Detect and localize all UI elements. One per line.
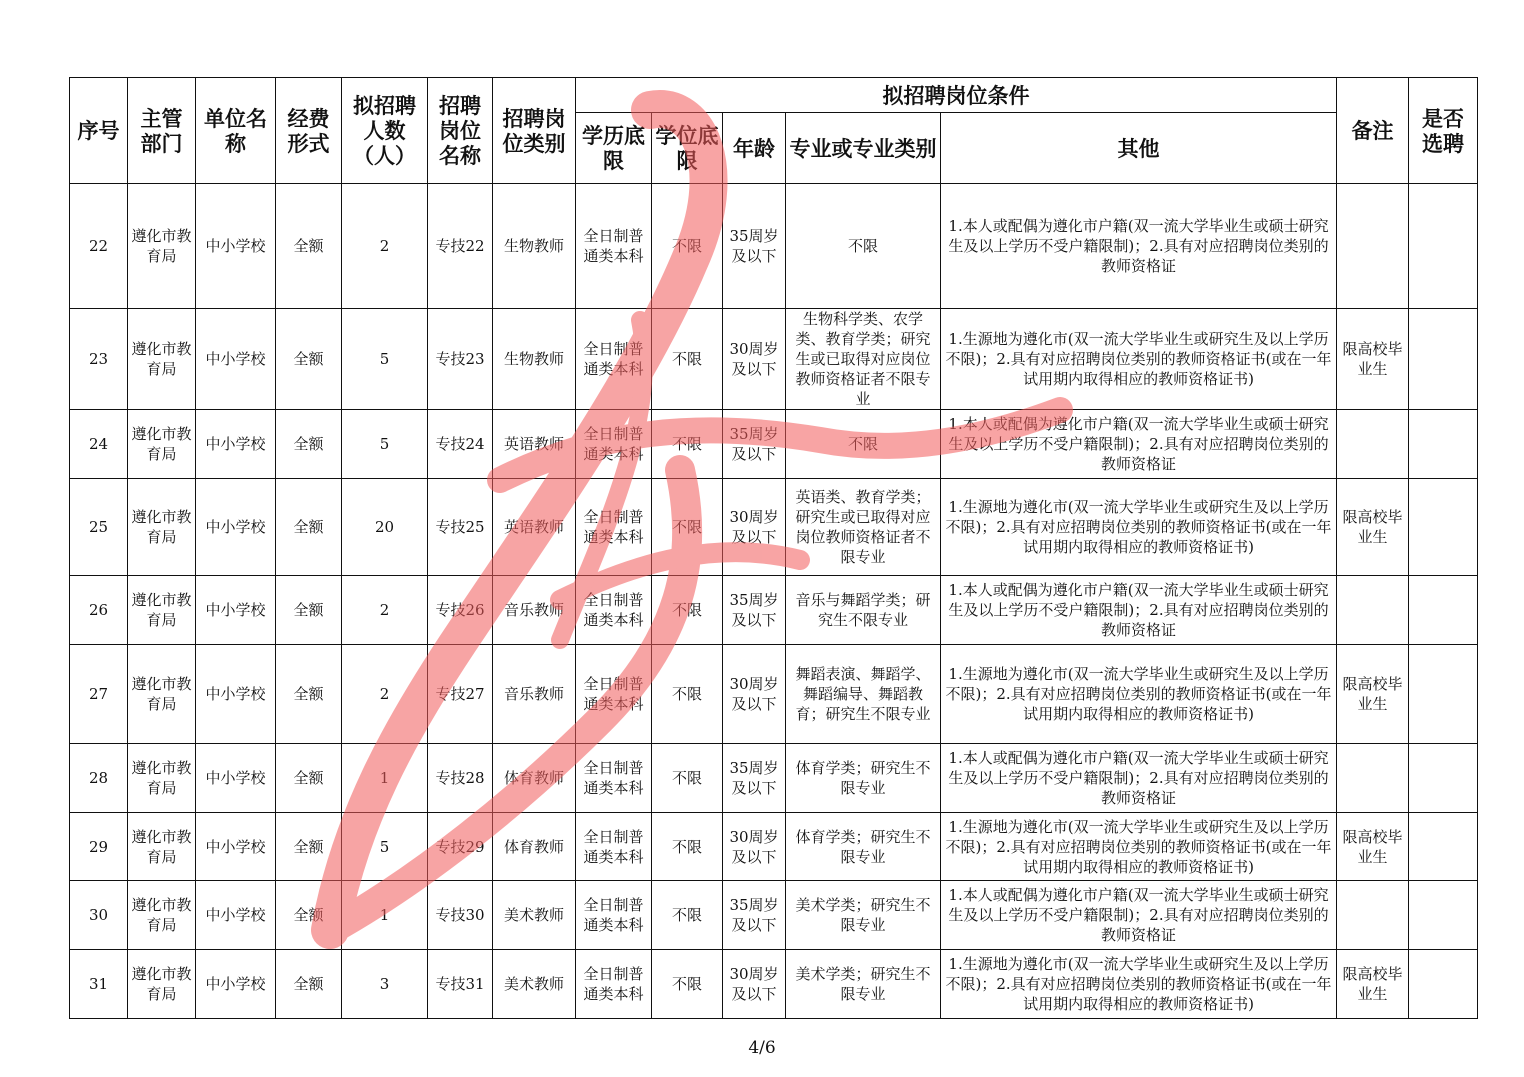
cell-selected [1409,576,1478,645]
cell-age: 30周岁及以下 [723,645,786,744]
cell-seq: 23 [70,309,128,410]
cell-dept: 遵化市教育局 [128,479,196,576]
cell-remark [1337,184,1409,309]
header-selected: 是否选聘 [1409,78,1478,184]
cell-unit: 中小学校 [196,479,276,576]
cell-post-name: 专技24 [428,410,493,479]
header-unit: 单位名称 [196,78,276,184]
cell-remark [1337,576,1409,645]
cell-remark: 限高校毕业生 [1337,813,1409,881]
cell-major: 英语类、教育学类；研究生或已取得对应岗位教师资格证者不限专业 [786,479,941,576]
table-row [70,950,1478,1019]
table-row [70,479,1478,576]
table-row [70,576,1478,645]
cell-major: 体育学类；研究生不限专业 [786,744,941,813]
cell-age: 35周岁及以下 [723,410,786,479]
header-dept: 主管部门 [128,78,196,184]
cell-dept: 遵化市教育局 [128,744,196,813]
cell-remark [1337,744,1409,813]
cell-degree: 不限 [652,813,723,881]
cell-count: 3 [342,950,428,1019]
header-post-name: 招聘岗位名称 [428,78,493,184]
cell-unit: 中小学校 [196,410,276,479]
cell-other: 1.本人或配偶为遵化市户籍(双一流大学毕业生或硕士研究生及以上学历不受户籍限制)；2.具有对应招聘岗位类别的教师资格证 [941,410,1337,479]
cell-post-type: 美术教师 [493,881,576,950]
cell-fund: 全额 [276,479,342,576]
cell-fund: 全额 [276,184,342,309]
cell-edu: 全日制普通类本科 [576,184,652,309]
cell-edu: 全日制普通类本科 [576,479,652,576]
cell-edu: 全日制普通类本科 [576,813,652,881]
cell-edu: 全日制普通类本科 [576,744,652,813]
cell-post-type: 音乐教师 [493,576,576,645]
cell-remark: 限高校毕业生 [1337,645,1409,744]
cell-remark [1337,410,1409,479]
cell-post-name: 专技30 [428,881,493,950]
cell-dept: 遵化市教育局 [128,950,196,1019]
cell-count: 20 [342,479,428,576]
cell-edu: 全日制普通类本科 [576,410,652,479]
cell-other: 1.生源地为遵化市(双一流大学毕业生或研究生及以上学历不限)；2.具有对应招聘岗位类别的教师资格证书(或在一年试用期内取得相应的教师资格证书) [941,479,1337,576]
cell-other: 1.生源地为遵化市(双一流大学毕业生或研究生及以上学历不限)；2.具有对应招聘岗位类别的教师资格证书(或在一年试用期内取得相应的教师资格证书) [941,309,1337,410]
cell-dept: 遵化市教育局 [128,576,196,645]
cell-degree: 不限 [652,950,723,1019]
cell-post-name: 专技22 [428,184,493,309]
table-body [70,184,1478,1019]
header-edu: 学历底限 [576,113,652,184]
cell-other: 1.生源地为遵化市(双一流大学毕业生或研究生及以上学历不限)；2.具有对应招聘岗位类别的教师资格证书(或在一年试用期内取得相应的教师资格证书) [941,813,1337,881]
header-post-type: 招聘岗位类别 [493,78,576,184]
header-seq: 序号 [70,78,128,184]
cell-unit: 中小学校 [196,184,276,309]
cell-post-type: 生物教师 [493,184,576,309]
cell-fund: 全额 [276,410,342,479]
header-count: 拟招聘人数（人） [342,78,428,184]
cell-seq: 31 [70,950,128,1019]
cell-unit: 中小学校 [196,645,276,744]
cell-post-name: 专技31 [428,950,493,1019]
cell-seq: 29 [70,813,128,881]
cell-post-name: 专技25 [428,479,493,576]
cell-seq: 27 [70,645,128,744]
cell-fund: 全额 [276,744,342,813]
cell-unit: 中小学校 [196,744,276,813]
cell-edu: 全日制普通类本科 [576,881,652,950]
cell-fund: 全额 [276,309,342,410]
cell-age: 30周岁及以下 [723,813,786,881]
cell-major: 美术学类；研究生不限专业 [786,950,941,1019]
header-other: 其他 [941,113,1337,184]
cell-selected [1409,184,1478,309]
cell-post-name: 专技28 [428,744,493,813]
cell-selected [1409,744,1478,813]
cell-fund: 全额 [276,881,342,950]
cell-selected [1409,950,1478,1019]
table-row [70,309,1478,410]
recruitment-table [69,77,1478,1019]
page-number: 4/6 [748,1038,776,1058]
cell-degree: 不限 [652,410,723,479]
cell-other: 1.本人或配偶为遵化市户籍(双一流大学毕业生或硕士研究生及以上学历不受户籍限制)；2.具有对应招聘岗位类别的教师资格证 [941,881,1337,950]
cell-edu: 全日制普通类本科 [576,309,652,410]
cell-post-type: 英语教师 [493,410,576,479]
cell-unit: 中小学校 [196,813,276,881]
header-major: 专业或专业类别 [786,113,941,184]
cell-post-type: 美术教师 [493,950,576,1019]
cell-post-name: 专技27 [428,645,493,744]
cell-selected [1409,881,1478,950]
cell-selected [1409,479,1478,576]
table-row [70,813,1478,881]
cell-edu: 全日制普通类本科 [576,950,652,1019]
cell-major: 不限 [786,410,941,479]
cell-fund: 全额 [276,813,342,881]
cell-remark [1337,881,1409,950]
cell-degree: 不限 [652,744,723,813]
cell-dept: 遵化市教育局 [128,184,196,309]
cell-degree: 不限 [652,309,723,410]
table-row [70,881,1478,950]
cell-selected [1409,813,1478,881]
cell-count: 5 [342,813,428,881]
cell-major: 不限 [786,184,941,309]
cell-dept: 遵化市教育局 [128,645,196,744]
cell-seq: 25 [70,479,128,576]
cell-seq: 30 [70,881,128,950]
cell-count: 2 [342,576,428,645]
cell-post-type: 生物教师 [493,309,576,410]
cell-post-type: 体育教师 [493,813,576,881]
cell-age: 30周岁及以下 [723,479,786,576]
table-row [70,645,1478,744]
cell-seq: 24 [70,410,128,479]
cell-selected [1409,645,1478,744]
cell-other: 1.本人或配偶为遵化市户籍(双一流大学毕业生或硕士研究生及以上学历不受户籍限制)；2.具有对应招聘岗位类别的教师资格证 [941,576,1337,645]
cell-post-type: 英语教师 [493,479,576,576]
cell-dept: 遵化市教育局 [128,410,196,479]
cell-other: 1.生源地为遵化市(双一流大学毕业生或研究生及以上学历不限)；2.具有对应招聘岗位类别的教师资格证书(或在一年试用期内取得相应的教师资格证书) [941,950,1337,1019]
cell-dept: 遵化市教育局 [128,309,196,410]
cell-age: 35周岁及以下 [723,576,786,645]
cell-major: 美术学类；研究生不限专业 [786,881,941,950]
cell-major: 音乐与舞蹈学类；研究生不限专业 [786,576,941,645]
header-age: 年龄 [723,113,786,184]
table-row [70,744,1478,813]
cell-unit: 中小学校 [196,881,276,950]
cell-seq: 28 [70,744,128,813]
cell-fund: 全额 [276,645,342,744]
cell-selected [1409,309,1478,410]
cell-count: 1 [342,881,428,950]
cell-remark: 限高校毕业生 [1337,479,1409,576]
cell-age: 30周岁及以下 [723,950,786,1019]
cell-remark: 限高校毕业生 [1337,309,1409,410]
cell-seq: 26 [70,576,128,645]
cell-fund: 全额 [276,950,342,1019]
cell-count: 2 [342,645,428,744]
cell-edu: 全日制普通类本科 [576,645,652,744]
cell-fund: 全额 [276,576,342,645]
cell-degree: 不限 [652,576,723,645]
table-row [70,410,1478,479]
cell-count: 1 [342,744,428,813]
header-remark: 备注 [1337,78,1409,184]
cell-age: 35周岁及以下 [723,184,786,309]
cell-count: 5 [342,410,428,479]
cell-age: 30周岁及以下 [723,309,786,410]
cell-unit: 中小学校 [196,576,276,645]
cell-count: 5 [342,309,428,410]
cell-post-name: 专技23 [428,309,493,410]
cell-other: 1.本人或配偶为遵化市户籍(双一流大学毕业生或硕士研究生及以上学历不受户籍限制)；2.具有对应招聘岗位类别的教师资格证 [941,184,1337,309]
cell-degree: 不限 [652,184,723,309]
cell-major: 生物科学类、农学类、教育学类；研究生或已取得对应岗位教师资格证者不限专业 [786,309,941,410]
cell-dept: 遵化市教育局 [128,881,196,950]
cell-major: 舞蹈表演、舞蹈学、舞蹈编导、舞蹈教育；研究生不限专业 [786,645,941,744]
cell-dept: 遵化市教育局 [128,813,196,881]
cell-age: 35周岁及以下 [723,744,786,813]
cell-selected [1409,410,1478,479]
cell-seq: 22 [70,184,128,309]
cell-degree: 不限 [652,881,723,950]
cell-post-type: 体育教师 [493,744,576,813]
table-row [70,184,1478,309]
cell-other: 1.本人或配偶为遵化市户籍(双一流大学毕业生或硕士研究生及以上学历不受户籍限制)；2.具有对应招聘岗位类别的教师资格证 [941,744,1337,813]
cell-post-type: 音乐教师 [493,645,576,744]
header-degree: 学位底限 [652,113,723,184]
cell-post-name: 专技26 [428,576,493,645]
cell-remark: 限高校毕业生 [1337,950,1409,1019]
cell-post-name: 专技29 [428,813,493,881]
header-fund: 经费形式 [276,78,342,184]
cell-age: 35周岁及以下 [723,881,786,950]
cell-count: 2 [342,184,428,309]
cell-major: 体育学类；研究生不限专业 [786,813,941,881]
header-conditions: 拟招聘岗位条件 [576,78,1337,113]
cell-unit: 中小学校 [196,309,276,410]
cell-degree: 不限 [652,645,723,744]
cell-degree: 不限 [652,479,723,576]
cell-other: 1.生源地为遵化市(双一流大学毕业生或研究生及以上学历不限)；2.具有对应招聘岗位类别的教师资格证书(或在一年试用期内取得相应的教师资格证书) [941,645,1337,744]
cell-unit: 中小学校 [196,950,276,1019]
cell-edu: 全日制普通类本科 [576,576,652,645]
